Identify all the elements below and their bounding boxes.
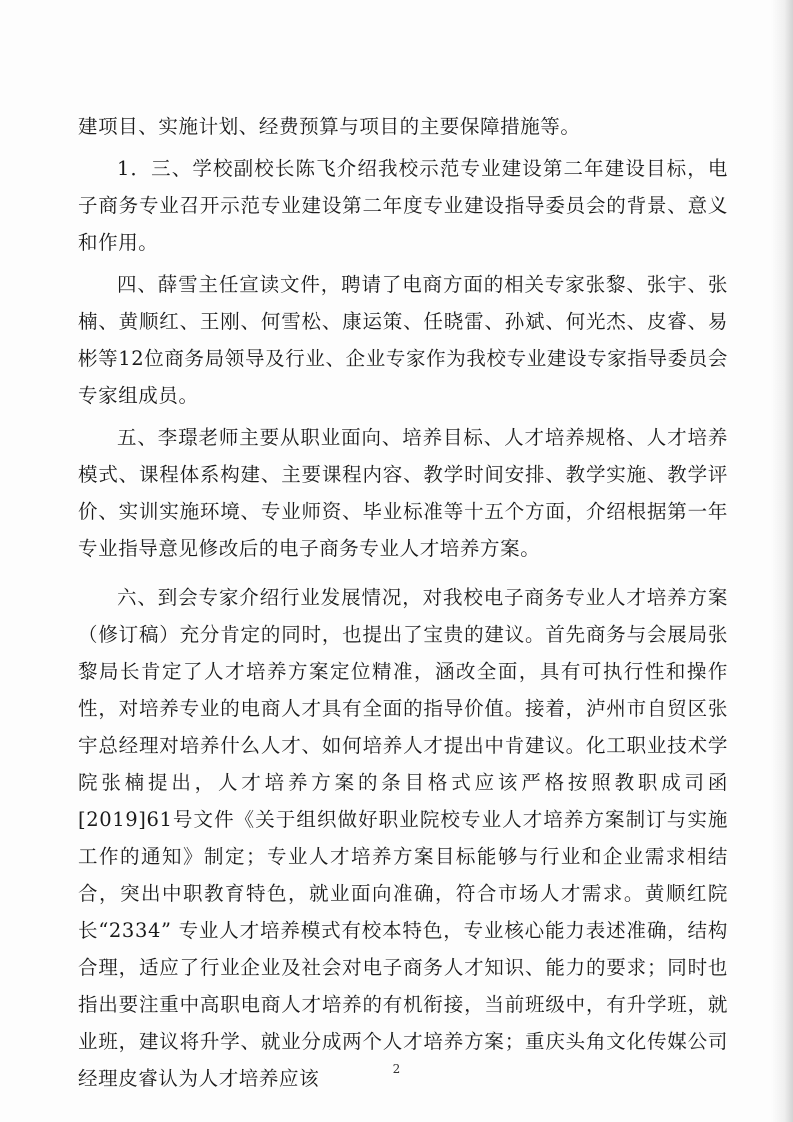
- page-number: 2: [392, 1062, 401, 1076]
- paragraph-item-3: 1．三、学校副校长陈飞介绍我校示范专业建设第二年建设目标，电子商务专业召开示范专业建设第二年度专业建设指导委员会的背景、意义和作用。: [78, 157, 728, 254]
- paragraph-item-4: 四、薛雪主任宣读文件，聘请了电商方面的相关专家张黎、张宇、张楠、黄顺红、王刚、何雪松、康运策、任晓雷、孙斌、何光杰、皮睿、易彬等12位商务局领导及行业、企业专家作为我校专业建设专家指导委员会专家组成员。: [78, 273, 728, 407]
- paragraph-item-5: 五、李璟老师主要从职业面向、培养目标、人才培养规格、人才培养模式、课程体系构建、主要课程内容、教学时间安排、教学实施、教学评价、实训实施环境、专业师资、毕业标准等十五个方面，介绍根据第一年专业指导意见修改后的电子商务专业人才培养方案。: [78, 426, 728, 560]
- document-body: [78, 108, 728, 1097]
- scan-edge-shadow: [771, 0, 793, 1122]
- paragraph-item-6: 六、到会专家介绍行业发展情况，对我校电子商务专业人才培养方案（修订稿）充分肯定的同时，也提出了宝贵的建议。首先商务与会展局张黎局长肯定了人才培养方案定位精准，涵改全面，具有可执行性和操作性，对培养专业的电商人才具有全面的指导价值。接着，泸州市自贸区张宇总经理对培养什么人才、如何培养人才提出中肯建议。化工职业技术学院张楠提出，人才培养方案的条目格式应该严格按照教职成司函[2019]61号文件《关于组织做好职业院校专业人才培养方案制订与实施工作的通知》制定；专业人才培养方案目标能够与行业和企业需求相结合，突出中职教育特色，就业面向准确，符合市场人才需求。黄顺红院长“2334” 专业人才培养模式有校本特色，专业核心能力表述准确，结构合理，适应了行业企业及社会对电子商务人才知识、能力的要求；同时也指出要注重中高职电商人才培养的有机衔接，当前班级中，有升学班，就业班，建议将升学、就业分成两个人才培养方案；重庆头角文化传媒公司经理皮睿认为人才培养应该: [78, 586, 728, 1090]
- paragraph-continuation: 建项目、实施计划、经费预算与项目的主要保障措施等。: [78, 115, 581, 138]
